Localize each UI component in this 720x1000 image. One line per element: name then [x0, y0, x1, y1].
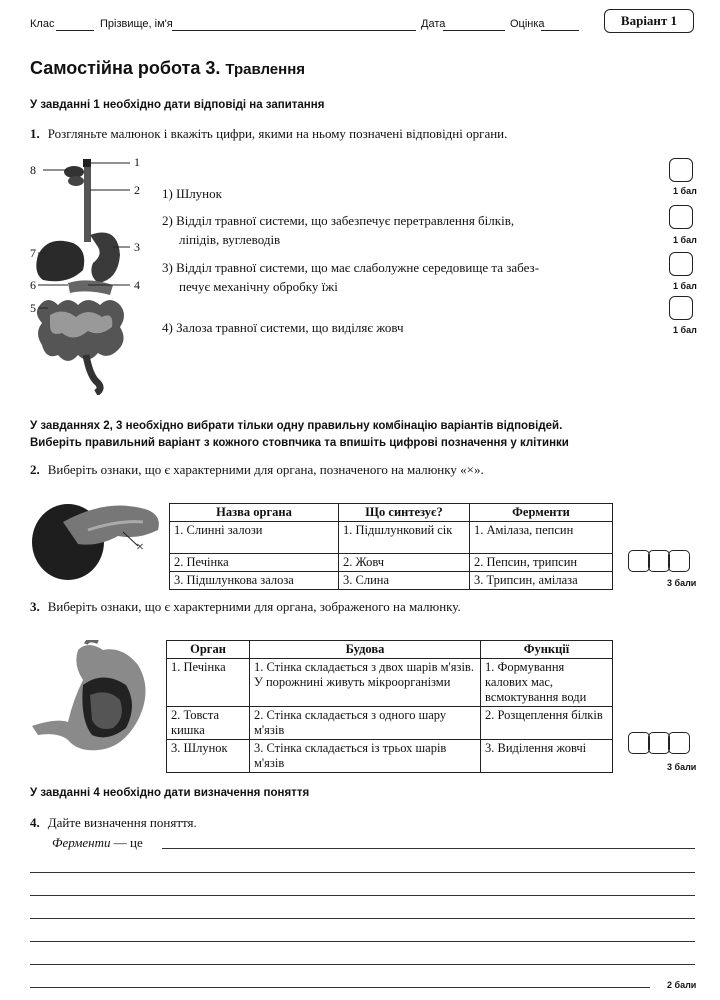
- answer-box[interactable]: [669, 158, 693, 182]
- task3-question: 3. Виберіть ознаки, що є характерними для органа, зображеного на малюнку.: [30, 599, 461, 614]
- answer-line[interactable]: [30, 918, 695, 919]
- date-field[interactable]: [443, 30, 505, 31]
- title-sub: Травлення: [225, 61, 306, 78]
- points-label: 3 бали: [667, 762, 697, 772]
- task23-instruction: У завданнях 2, 3 необхідно вибрати тільки одну правильну комбінацію варіантів відповідей. Виберіть правильний варіант з кожного стовпчика та впишіть цифрові позначення у клітинки: [30, 420, 569, 449]
- task2-table: [169, 503, 613, 590]
- class-field[interactable]: [56, 30, 94, 31]
- table-header-row: Назва органа Що синтезує? Ферменти: [170, 504, 613, 522]
- task1-question-text: Розгляньте малюнок і вкажіть цифри, якими на ньому позначені відповідні органи.: [47, 126, 508, 141]
- task4-number: 4.: [30, 815, 40, 830]
- table-row: 2. Печінка 2. Жовч 2. Пепсин, трипсин: [170, 554, 613, 572]
- answer-item: 1) Шлунок: [162, 186, 222, 201]
- answer-line[interactable]: [30, 872, 695, 873]
- table-row: 1. Печінка 1. Стінка складається з двох шарів м'язів. У порожнині живуть мікроорганізми 1. Формування калових мас, всмоктування води: [167, 659, 613, 707]
- task4-instruction: У завданні 4 необхідно дати визначення поняття: [30, 787, 310, 799]
- diagram-label: 1: [134, 155, 140, 169]
- task1-question: [30, 126, 507, 142]
- answer-line[interactable]: [30, 987, 650, 988]
- answer-box[interactable]: [669, 296, 693, 320]
- table-row: 3. Підшлункова залоза 3. Слина 3. Трипсин, амілаза: [170, 572, 613, 590]
- class-label: Клас: [30, 18, 55, 30]
- diagram-label: 2: [134, 183, 140, 197]
- page-title: [30, 58, 305, 79]
- variant-badge: Варіант 1: [604, 9, 694, 33]
- diagram-label: 3: [134, 240, 140, 254]
- points-label: 1 бал: [673, 325, 697, 335]
- answer-line[interactable]: [162, 848, 695, 849]
- table-row: 1. Слинні залози 1. Підшлунковий сік 1. Амілаза, пепсин: [170, 522, 613, 554]
- task2-answer-cells[interactable]: [628, 550, 688, 572]
- diagram-label: 5: [30, 301, 36, 315]
- answer-item: 3) Відділ травної системи, що має слаболужне середовище та забез- печує механічну обробку їжі: [162, 260, 540, 294]
- answer-line[interactable]: [30, 964, 695, 965]
- table-header-row: Орган Будова Функції: [167, 641, 613, 659]
- diagram-label: 8: [30, 163, 36, 177]
- points-label: 2 бали: [667, 980, 697, 990]
- task3-answer-cells[interactable]: [628, 732, 688, 754]
- task3-table: [166, 640, 613, 773]
- table-row: 3. Шлунок 3. Стінка складається із трьох шарів м'язів 3. Виділення жовчі: [167, 740, 613, 773]
- answer-box[interactable]: [669, 205, 693, 229]
- answer-line[interactable]: [30, 895, 695, 896]
- points-label: 1 бал: [673, 186, 697, 196]
- answer-line[interactable]: [30, 941, 695, 942]
- points-label: 3 бали: [667, 578, 697, 588]
- surname-label: Прізвище, ім'я: [100, 18, 173, 30]
- table-row: 2. Товста кишка 2. Стінка складається з одного шару м'язів 2. Розщеплення білків: [167, 707, 613, 740]
- diagram-label: 6: [30, 278, 36, 292]
- diagram-label: 4: [134, 278, 140, 292]
- x-mark: ×: [136, 540, 144, 555]
- term: Ферменти: [52, 835, 111, 850]
- pancreas-illustration: [28, 492, 168, 584]
- task3-number: 3.: [30, 599, 40, 614]
- surname-field[interactable]: [172, 30, 416, 31]
- grade-field[interactable]: [541, 30, 579, 31]
- points-label: 1 бал: [673, 281, 697, 291]
- grade-label: Оцінка: [510, 18, 545, 30]
- title-main: Самостійна робота 3.: [30, 58, 221, 78]
- task1-number: 1.: [30, 126, 40, 141]
- stomach-illustration: [28, 640, 158, 760]
- task1-instruction: У завданні 1 необхідно дати відповіді на запитання: [30, 99, 325, 111]
- task2-number: 2.: [30, 462, 40, 477]
- answer-item: 4) Залоза травної системи, що виділяє жовч: [162, 320, 404, 335]
- answer-box[interactable]: [669, 252, 693, 276]
- task2-question: 2. Виберіть ознаки, що є характерними для органа, позначеного на малюнку «×».: [30, 462, 484, 477]
- diagram-label: 7: [30, 246, 36, 260]
- date-label: Дата: [421, 18, 446, 30]
- term-definition: Ферменти — це: [52, 835, 143, 850]
- task4-question: 4. Дайте визначення поняття.: [30, 815, 197, 830]
- points-label: 1 бал: [673, 235, 697, 245]
- answer-item: 2) Відділ травної системи, що забезпечує перетравлення білків, ліпідів, вуглеводів: [162, 213, 515, 247]
